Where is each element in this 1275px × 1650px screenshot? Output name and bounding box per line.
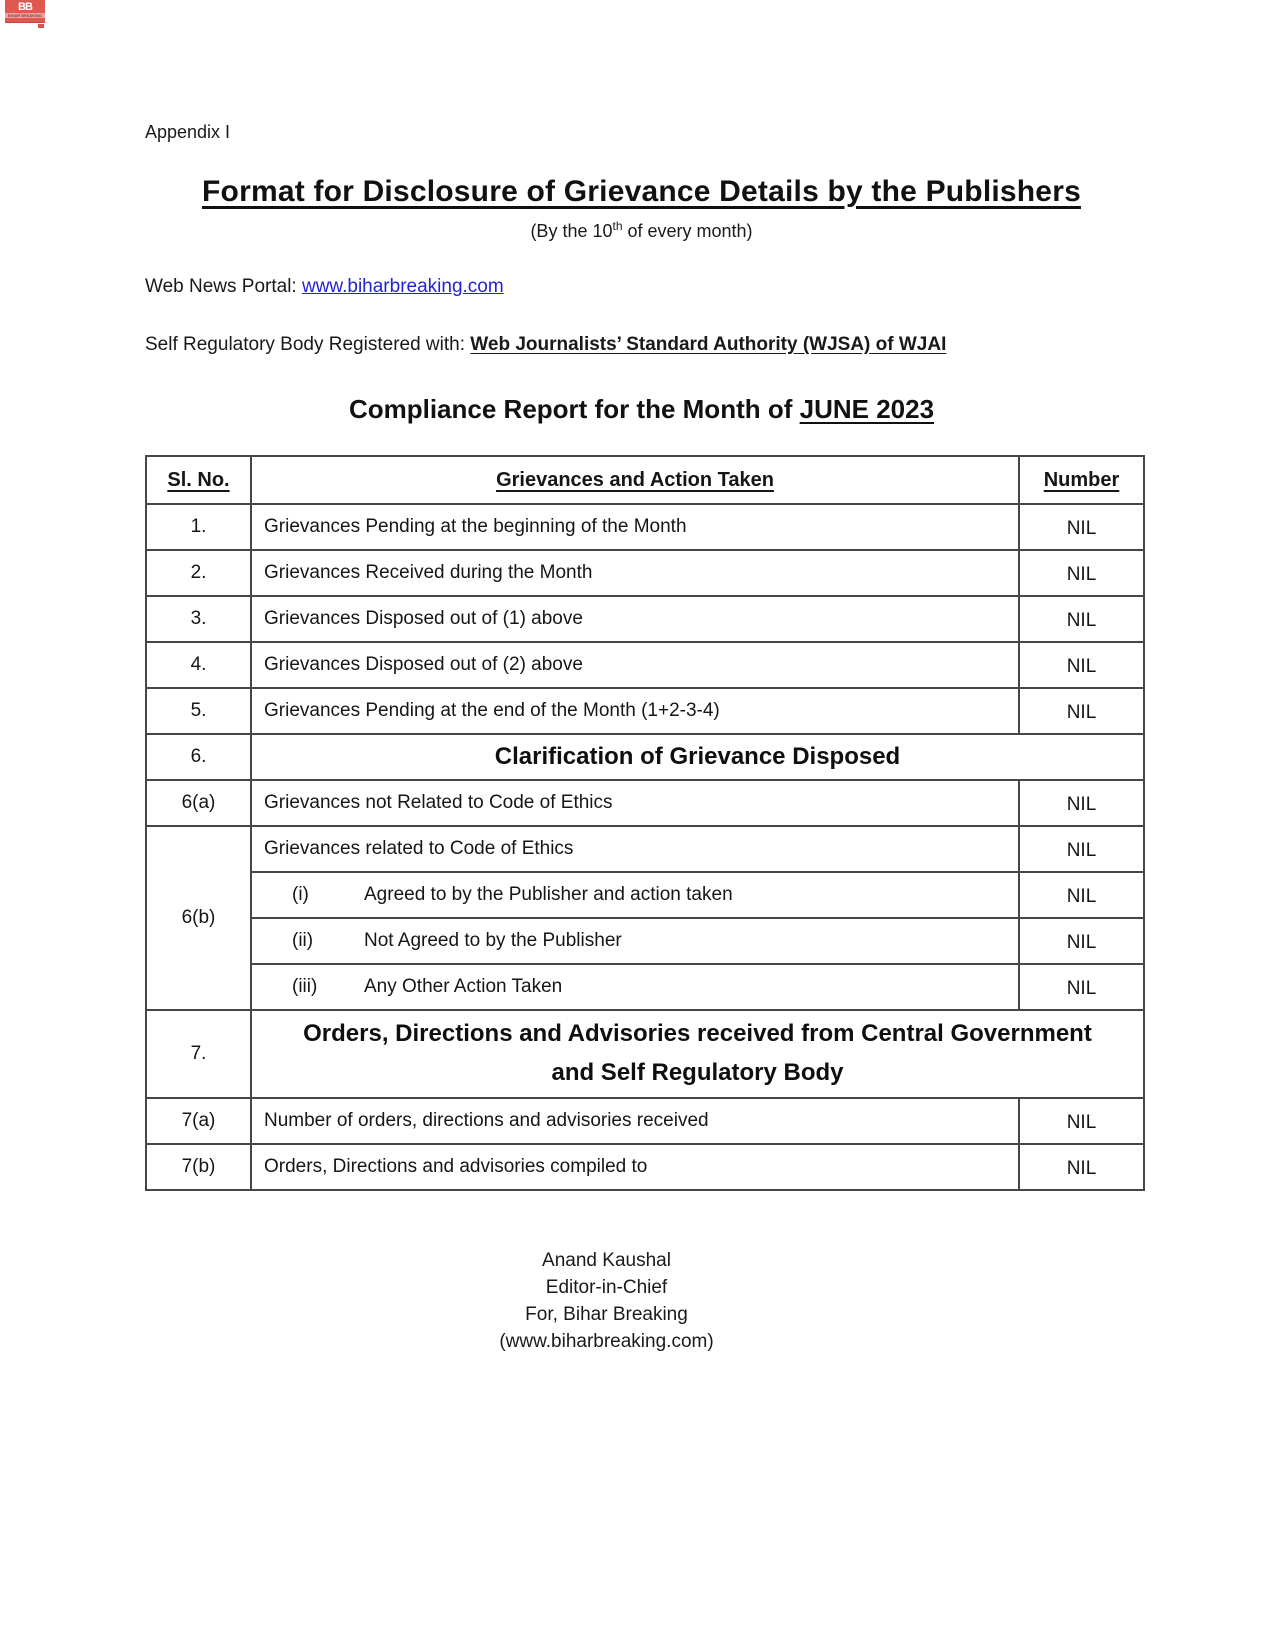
table-row: [146, 688, 1144, 734]
sub-item-text: Agreed to by the Publisher and action taken: [364, 884, 733, 905]
row-value: NIL: [1019, 918, 1144, 964]
row-value: NIL: [1019, 688, 1144, 734]
compliance-table: [145, 455, 1145, 1191]
table-row: [146, 918, 1144, 964]
table-row: [146, 1098, 1144, 1144]
web-news-portal-line: [145, 276, 1138, 298]
header-cell-sl-no: Sl. No.: [146, 456, 251, 504]
table-row: [146, 550, 1144, 596]
row-description: Grievances Disposed out of (2) above: [251, 642, 1019, 688]
logo-name: BIHAR BREAKING: [5, 13, 45, 18]
table-row: [146, 642, 1144, 688]
document-content: [145, 122, 1138, 1355]
report-title-prefix: Compliance Report for the Month of: [348, 394, 800, 424]
row-description: Grievances Pending at the beginning of the Month: [251, 504, 1019, 550]
row-number: 1.: [146, 504, 251, 550]
row-description: Grievances not Related to Code of Ethics: [251, 780, 1019, 826]
row-value: NIL: [1019, 642, 1144, 688]
row-number: 6.: [146, 734, 251, 780]
srb-label: Self Regulatory Body Registered with:: [145, 334, 471, 355]
header-cell-grievances: Grievances and Action Taken: [251, 456, 1019, 504]
row-description: [251, 872, 1019, 918]
table-row: [146, 780, 1144, 826]
appendix-label: Appendix I: [145, 122, 231, 142]
section-title: Orders, Directions and Advisories received from Central Government and Self Regulatory Body: [251, 1010, 1144, 1098]
sub-item-label: (iii): [292, 976, 318, 997]
sub-item-text: Any Other Action Taken: [364, 976, 563, 997]
section-title: Clarification of Grievance Disposed: [251, 734, 1144, 780]
row-value: NIL: [1019, 596, 1144, 642]
srb-value: Web Journalists’ Standard Authority (WJSA) of WJAI: [470, 334, 947, 355]
row-description: [251, 964, 1019, 1010]
table-row: [146, 964, 1144, 1010]
table-row: [146, 596, 1144, 642]
signatory-title: Editor-in-Chief: [545, 1276, 668, 1298]
row-number: 4.: [146, 642, 251, 688]
row-value: NIL: [1019, 872, 1144, 918]
section-row-7: [146, 1010, 1144, 1098]
logo-strip: [5, 22, 45, 28]
table-row: [146, 1144, 1144, 1190]
row-description: Orders, Directions and advisories compiled to: [251, 1144, 1019, 1190]
signatory-org: For, Bihar Breaking: [525, 1303, 688, 1325]
row-number: 2.: [146, 550, 251, 596]
signatory-website: (www.biharbreaking.com): [499, 1330, 714, 1352]
bihar-breaking-logo: [5, 0, 45, 28]
logo-monogram: BB: [18, 1, 32, 13]
table-row: [146, 872, 1144, 918]
report-month: JUNE 2023: [799, 394, 935, 424]
row-value: NIL: [1019, 550, 1144, 596]
compliance-report-title: [145, 394, 1138, 425]
portal-link[interactable]: www.biharbreaking.com: [301, 276, 504, 297]
row-value: NIL: [1019, 504, 1144, 550]
row-value: NIL: [1019, 1144, 1144, 1190]
row-number: 7.: [146, 1010, 251, 1098]
row-number: 3.: [146, 596, 251, 642]
row-value: NIL: [1019, 1098, 1144, 1144]
row-description: Grievances Pending at the end of the Month (1+2-3-4): [251, 688, 1019, 734]
row-value: NIL: [1019, 964, 1144, 1010]
row-description: Number of orders, directions and advisories received: [251, 1098, 1019, 1144]
row-description: Grievances Disposed out of (1) above: [251, 596, 1019, 642]
table-row: [146, 826, 1144, 872]
subtitle-superscript: th: [612, 219, 623, 233]
row-description: [251, 918, 1019, 964]
section-row-6: [146, 734, 1144, 780]
portal-label: Web News Portal:: [145, 276, 302, 297]
page-title: Format for Disclosure of Grievance Details by the Publishers: [202, 175, 1081, 208]
sub-item-text: Not Agreed to by the Publisher: [364, 930, 622, 951]
signature-block: [145, 1247, 1068, 1355]
row-number: 5.: [146, 688, 251, 734]
row-value: NIL: [1019, 826, 1144, 872]
row-value: NIL: [1019, 780, 1144, 826]
row-number: 7(b): [146, 1144, 251, 1190]
page-subtitle: [145, 219, 1138, 242]
signatory-name: Anand Kaushal: [542, 1249, 671, 1271]
row-number: 6(a): [146, 780, 251, 826]
header-cell-number: Number: [1019, 456, 1144, 504]
row-description: Grievances Received during the Month: [251, 550, 1019, 596]
subtitle-suffix: of every month): [622, 221, 753, 241]
row-number: 7(a): [146, 1098, 251, 1144]
table-row: [146, 504, 1144, 550]
self-regulatory-body-line: [145, 334, 1138, 356]
table-header-row: [146, 456, 1144, 504]
sub-item-label: (ii): [292, 930, 314, 951]
row-description: Grievances related to Code of Ethics: [251, 826, 1019, 872]
row-number-6b: 6(b): [146, 826, 251, 1010]
subtitle-prefix: (By the 10: [530, 221, 613, 241]
sub-item-label: (i): [292, 884, 309, 905]
